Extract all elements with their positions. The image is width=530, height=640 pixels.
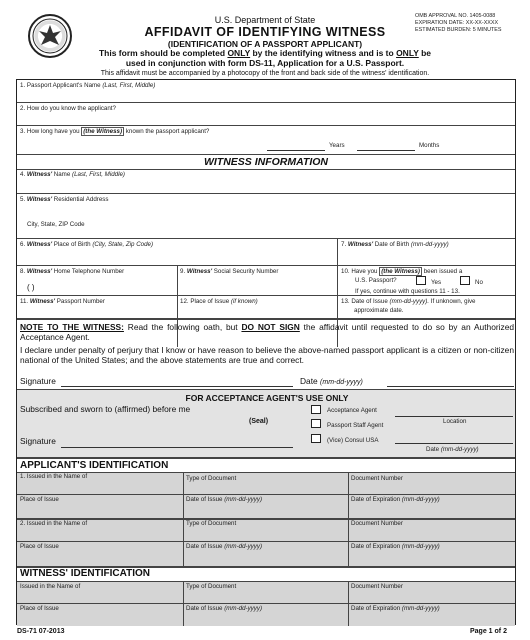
yes-label: Yes [431,279,442,286]
applicant-doc1-fields[interactable] [17,481,517,494]
witness-dob-field[interactable] [338,239,517,265]
us-passport-question: U.S. Passport? [355,277,397,284]
area-code-field[interactable]: ( ) [27,283,35,292]
affidavit-form [16,79,516,625]
vice-consul-checkbox[interactable] [311,434,321,443]
applicant-name-field[interactable] [17,80,517,102]
field-13-label: 13. Date of Issue (mm-dd-yyyy). If unknown, give [341,298,476,305]
app-r1-date-issue-label: Date of Issue (mm-dd-yyyy) [186,496,263,503]
page-number: Page 1 of 2 [470,628,507,635]
field-9-label: 9. Witness' Social Security Number [180,268,279,275]
photocopy-note: This affidavit must be accompanied by a photocopy of the front and back side of the witness' identification. [100,70,430,77]
form-number: DS-71 07-2013 [17,628,65,635]
acceptance-agent-label: Acceptance Agent [327,407,377,414]
app-r2-docnum-label: Document Number [351,520,403,527]
witness-passport-number-field[interactable] [17,296,177,316]
estimated-burden: ESTIMATED BURDEN: 5 MINUTES [415,27,502,33]
acceptance-agent-checkbox[interactable] [311,405,321,414]
witness-name-field[interactable] [17,170,517,193]
field-11-label: 11. Witness' Passport Number [20,298,105,305]
form-title: AFFIDAVIT OF IDENTIFYING WITNESS [144,25,386,39]
app-r2-date-exp-label: Date of Expiration (mm-dd-yyyy) [351,543,440,550]
field-5-label: 5. Witness' Residential Address [20,196,109,203]
field-8-label: 8. Witness' Home Telephone Number [20,268,125,275]
field-4-label: 4. Witness' Name (Last, First, Middle) [20,171,125,178]
signature-label: Signature [20,376,56,386]
app-r1-docnum-label: Document Number [351,475,403,482]
field-3-label: 3. How long have you (the Witness) known the passport applicant? [20,128,210,135]
wit-date-exp-label: Date of Expiration (mm-dd-yyyy) [351,605,440,612]
app-r1-type-label: Type of Document [186,475,237,482]
wit-place-label: Place of Issue [20,605,59,612]
form-subtitle: (IDENTIFICATION OF A PASSPORT APPLICANT) [167,39,363,49]
witness-phone-field[interactable] [17,277,177,293]
app-r2-date-issue-label: Date of Issue (mm-dd-yyyy) [186,543,263,550]
wit-docnum-label: Document Number [351,583,403,590]
continue-note: If yes, continue with questions 11 - 13. [355,288,460,295]
agent-signature-label: Signature [20,436,56,446]
no-label: No [475,279,483,286]
field-7-label: 7. Witness' Date of Birth (mm-dd-yyyy) [341,241,449,248]
app-r1-date-exp-label: Date of Expiration (mm-dd-yyyy) [351,496,440,503]
date-label: Date (mm-dd-yyyy) [300,376,363,386]
applicant-identification-heading: APPLICANT'S IDENTIFICATION [20,460,169,471]
city-state-zip-label: City, State, ZIP Code [27,221,85,228]
years-label: Years [329,142,345,149]
note-to-witness: NOTE TO THE WITNESS: Read the following oath, but DO NOT SIGN the affidavit until requested to do so by an Authorized Acceptance Agent. [20,322,515,343]
field-12-label: 12. Place of Issue (if known) [180,298,258,305]
field-13-approx: approximate date. [354,307,404,314]
field-6-label: 6. Witness' Place of Birth (City, State, Zip Code) [20,241,154,248]
agent-date-label: Date (mm-dd-yyyy) [426,446,479,453]
app-r1-name-label: 1. Issued in the Name of [20,473,88,480]
agent-signature-line[interactable] [61,447,293,448]
location-label: Location [443,418,467,425]
passport-staff-agent-label: Passport Staff Agent [327,422,384,429]
vice-consul-label: (Vice) Consul USA [327,437,379,444]
witness-identification-heading: WITNESS' IDENTIFICATION [20,568,150,579]
passport-staff-agent-checkbox[interactable] [311,419,321,428]
yes-checkbox[interactable] [416,276,426,285]
months-label: Months [419,142,440,149]
agent-date-line[interactable] [395,443,513,444]
expiration-date: EXPIRATION DATE: XX-XX-XXXX [415,20,499,26]
months-field[interactable] [357,150,415,151]
oath-text: I declare under penalty of perjury that I know or have reason to believe the above-named passport applicant is a citizen or non-citizen national of the United States; and the above statements are true and correct. [20,345,514,366]
app-r2-name-label: 2. Issued in the Name of [20,520,88,527]
witness-information-heading: WITNESS INFORMATION [203,156,329,168]
field-10-label: 10. Have you (the Witness) been issued a [341,268,463,275]
years-field[interactable] [267,150,325,151]
sworn-text: Subscribed and sworn to (affirmed) before me [20,404,191,414]
wit-name-label: Issued in the Name of [20,583,81,590]
location-line[interactable] [395,416,513,417]
app-r1-place-label: Place of Issue [20,496,59,503]
witness-birthplace-field[interactable] [17,239,337,265]
place-of-issue-field[interactable] [178,296,337,316]
form-instructions: This form should be completed ONLY by the identifying witness and is to ONLY be used in conjunction with form DS-11, Application for a U.S. Passport. [98,48,432,68]
app-r2-type-label: Type of Document [186,520,237,527]
wit-date-issue-label: Date of Issue (mm-dd-yyyy) [186,605,263,612]
field-2-label: 2. How do you know the applicant? [20,105,116,112]
omb-number: OMB APPROVAL NO. 1405-0088 [415,13,496,19]
witness-date-line[interactable] [387,386,514,387]
field-1-label: 1. Passport Applicant's Name (Last, First, Middle) [20,82,156,89]
acceptance-agent-heading: FOR ACCEPTANCE AGENT'S USE ONLY [185,393,349,403]
witness-address-field[interactable] [17,194,517,238]
department-name: U.S. Department of State [214,15,316,25]
no-checkbox[interactable] [460,276,470,285]
wit-type-label: Type of Document [186,583,237,590]
witness-signature-line[interactable] [61,386,293,387]
app-r2-place-label: Place of Issue [20,543,59,550]
how-know-field[interactable] [17,103,517,125]
witness-ssn-field[interactable] [178,277,337,293]
seal-label: (Seal) [249,418,269,425]
